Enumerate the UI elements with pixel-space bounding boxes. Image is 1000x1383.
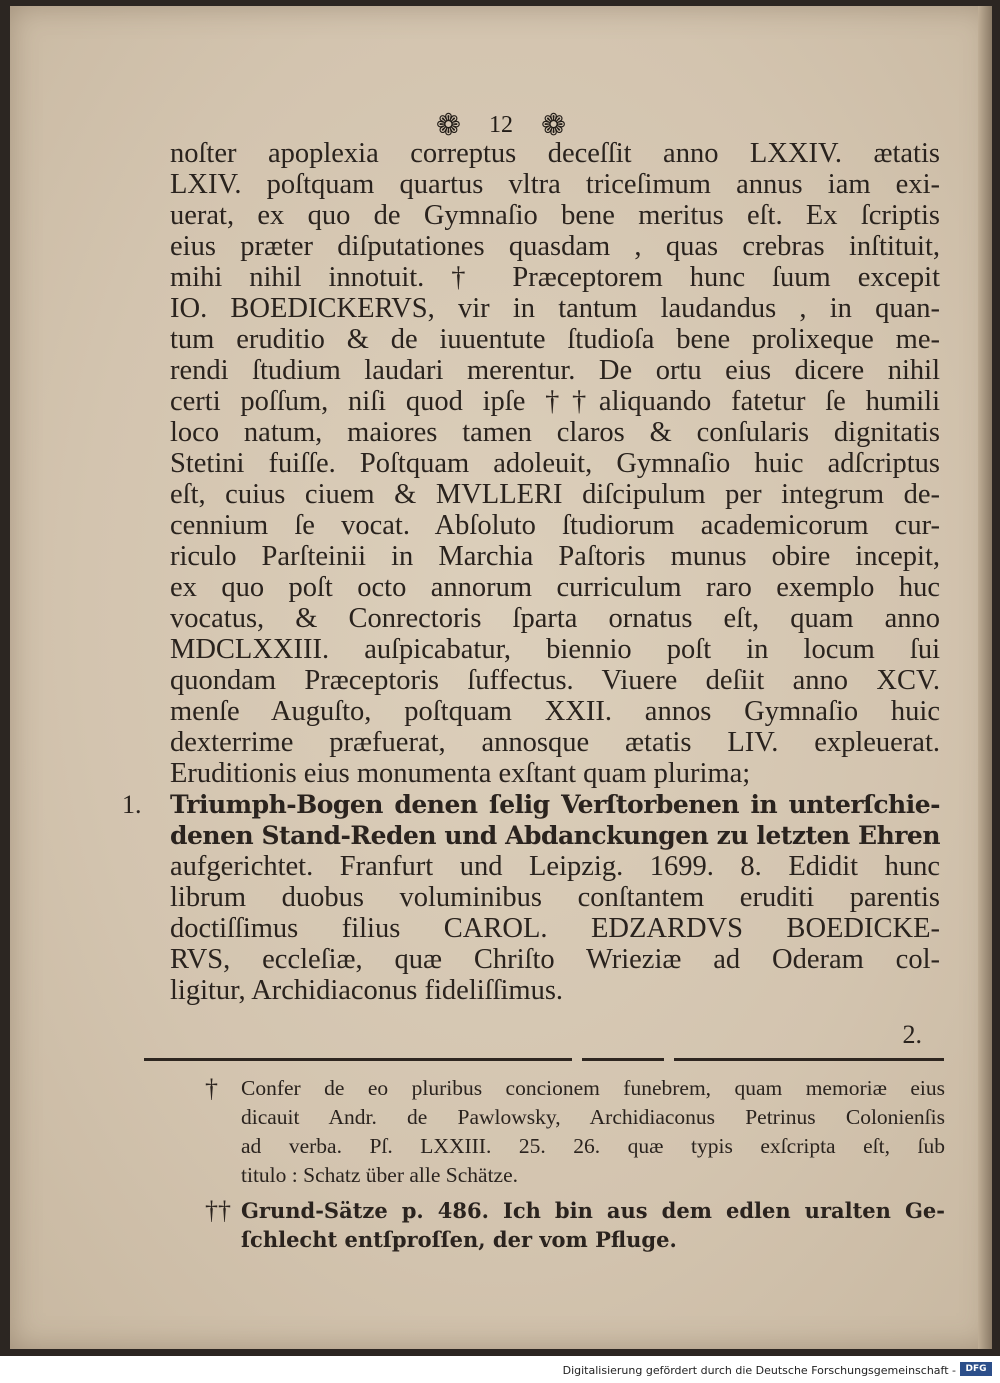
text-line: riculo Parſteinii in Marchia Paſtoris munus obire incepit, bbox=[170, 541, 940, 572]
text-line: MDCLXXIII. auſpicabatur, biennio poſt in locum ſui bbox=[170, 634, 940, 665]
list-item-line: librum duobus voluminibus conſtantem eruditi parentis bbox=[170, 882, 940, 913]
footnote-mark: †† bbox=[205, 1196, 231, 1225]
main-text bbox=[122, 138, 940, 1006]
text-line: eius præter diſputationes quasdam , quas crebras inſtituit, bbox=[170, 231, 940, 262]
footnote-line: titulo : Schatz über alle Schätze. bbox=[241, 1163, 519, 1187]
footnotes bbox=[205, 1074, 945, 1254]
list-item bbox=[122, 789, 940, 1006]
funding-credit: Digitalisierung gefördert durch die Deutsche Forschungsgemeinschaft - bbox=[562, 1364, 956, 1377]
footnote-line: Confer de eo pluribus concionem funebrem, quam memoriæ eius bbox=[241, 1076, 945, 1100]
page-edge bbox=[978, 6, 992, 1349]
list-item-line: aufgerichtet. Franfurt und Leipzig. 1699. 8. Edidit hunc bbox=[170, 851, 940, 882]
footnote bbox=[205, 1074, 945, 1190]
text-line: noſter apoplexia correptus deceſſit anno LXXIV. ætatis bbox=[170, 138, 940, 169]
text-line: ex quo poſt octo annorum curriculum raro exemplo huc bbox=[170, 572, 940, 603]
text-line: loco natum, maiores tamen claros & conſularis dignitatis bbox=[170, 417, 940, 448]
text-line: rendi ſtudium laudari merentur. De ortu eius dicere nihil bbox=[170, 355, 940, 386]
text-line: Stetini fuiſſe. Poſtquam adoleuit, Gymnaſio huic adſcriptus bbox=[170, 448, 940, 479]
text-line: vocatus, & Conrectoris ſparta ornatus eſt, quam anno bbox=[170, 603, 940, 634]
text-line: eſt, cuius ciuem & MVLLERI diſcipulum per integrum de- bbox=[170, 479, 940, 510]
footnote-rule bbox=[674, 1058, 944, 1061]
text-line: LXIV. poſtquam quartus vltra triceſimum annus iam exi- bbox=[170, 169, 940, 200]
list-item-number: 1. bbox=[122, 790, 142, 819]
text-line: quondam Præceptoris ſuffectus. Viuere deſiit anno XCV. bbox=[170, 665, 940, 696]
footnote-rule bbox=[144, 1058, 572, 1061]
text-line: Eruditionis eius monumenta exſtant quam plurima; bbox=[170, 758, 751, 789]
text-line: uerat, ex quo de Gymnaſio bene meritus eſt. Ex ſcriptis bbox=[170, 200, 940, 231]
footnote-line: ad verba. Pſ. LXXIII. 25. 26. quæ typis exſcripta eſt, ſub bbox=[241, 1134, 945, 1158]
book-page bbox=[10, 6, 992, 1349]
text-line: tum eruditio & de iuuentute ſtudioſa bene prolixeque me- bbox=[170, 324, 940, 355]
footnote-line: Grund-Sätze p. 486. Ich bin aus dem edlen uralten Ge- bbox=[241, 1198, 945, 1223]
text-line: mihi nihil innotuit. † Præceptorem hunc ſuum excepit bbox=[170, 262, 940, 293]
text-line: cennium ſe vocat. Abſoluto ſtudiorum academicorum cur- bbox=[170, 510, 940, 541]
page-number: 12 bbox=[489, 112, 513, 138]
footnote-mark: † bbox=[205, 1074, 218, 1103]
footer-bar bbox=[0, 1356, 1000, 1383]
text-line: IO. BOEDICKERVS, vir in tantum laudandus , in quan- bbox=[170, 293, 940, 324]
footnote-line: ſchlecht entſproſſen, der vom Pfluge. bbox=[241, 1227, 677, 1252]
footnote bbox=[205, 1196, 945, 1254]
list-item-line: denen Stand-Reden und Abdanckungen zu letzten Ehren bbox=[170, 821, 940, 850]
dfg-logo: DFG bbox=[960, 1362, 992, 1376]
list-item-line: doctiſſimus filius CAROL. EDZARDVS BOEDICKE- bbox=[170, 913, 940, 944]
list-item-line: Triumph-Bogen denen ſelig Verſtorbenen in unterſchie- bbox=[170, 790, 940, 819]
catchword: 2. bbox=[902, 1020, 922, 1049]
footnote-rule bbox=[582, 1058, 664, 1061]
text-line: dexterrime præfuerat, annosque ætatis LIV. expleuerat. bbox=[170, 727, 940, 758]
list-item-line: ligitur, Archidiaconus fideliſſimus. bbox=[170, 975, 564, 1006]
text-line: menſe Auguſto, poſtquam XXII. annos Gymnaſio huic bbox=[170, 696, 940, 727]
ornament-right-icon: ❁ bbox=[541, 109, 567, 142]
ornament-left-icon: ❁ bbox=[435, 109, 461, 142]
list-item-line: RVS, eccleſiæ, quæ Chriſto Wrieziæ ad Oderam col- bbox=[170, 944, 940, 975]
footnote-line: dicauit Andr. de Pawlowsky, Archidiaconus Petrinus Colonienſis bbox=[241, 1105, 945, 1129]
text-line: certi poſſum, niſi quod ipſe ††aliquando fatetur ſe humili bbox=[170, 386, 940, 417]
